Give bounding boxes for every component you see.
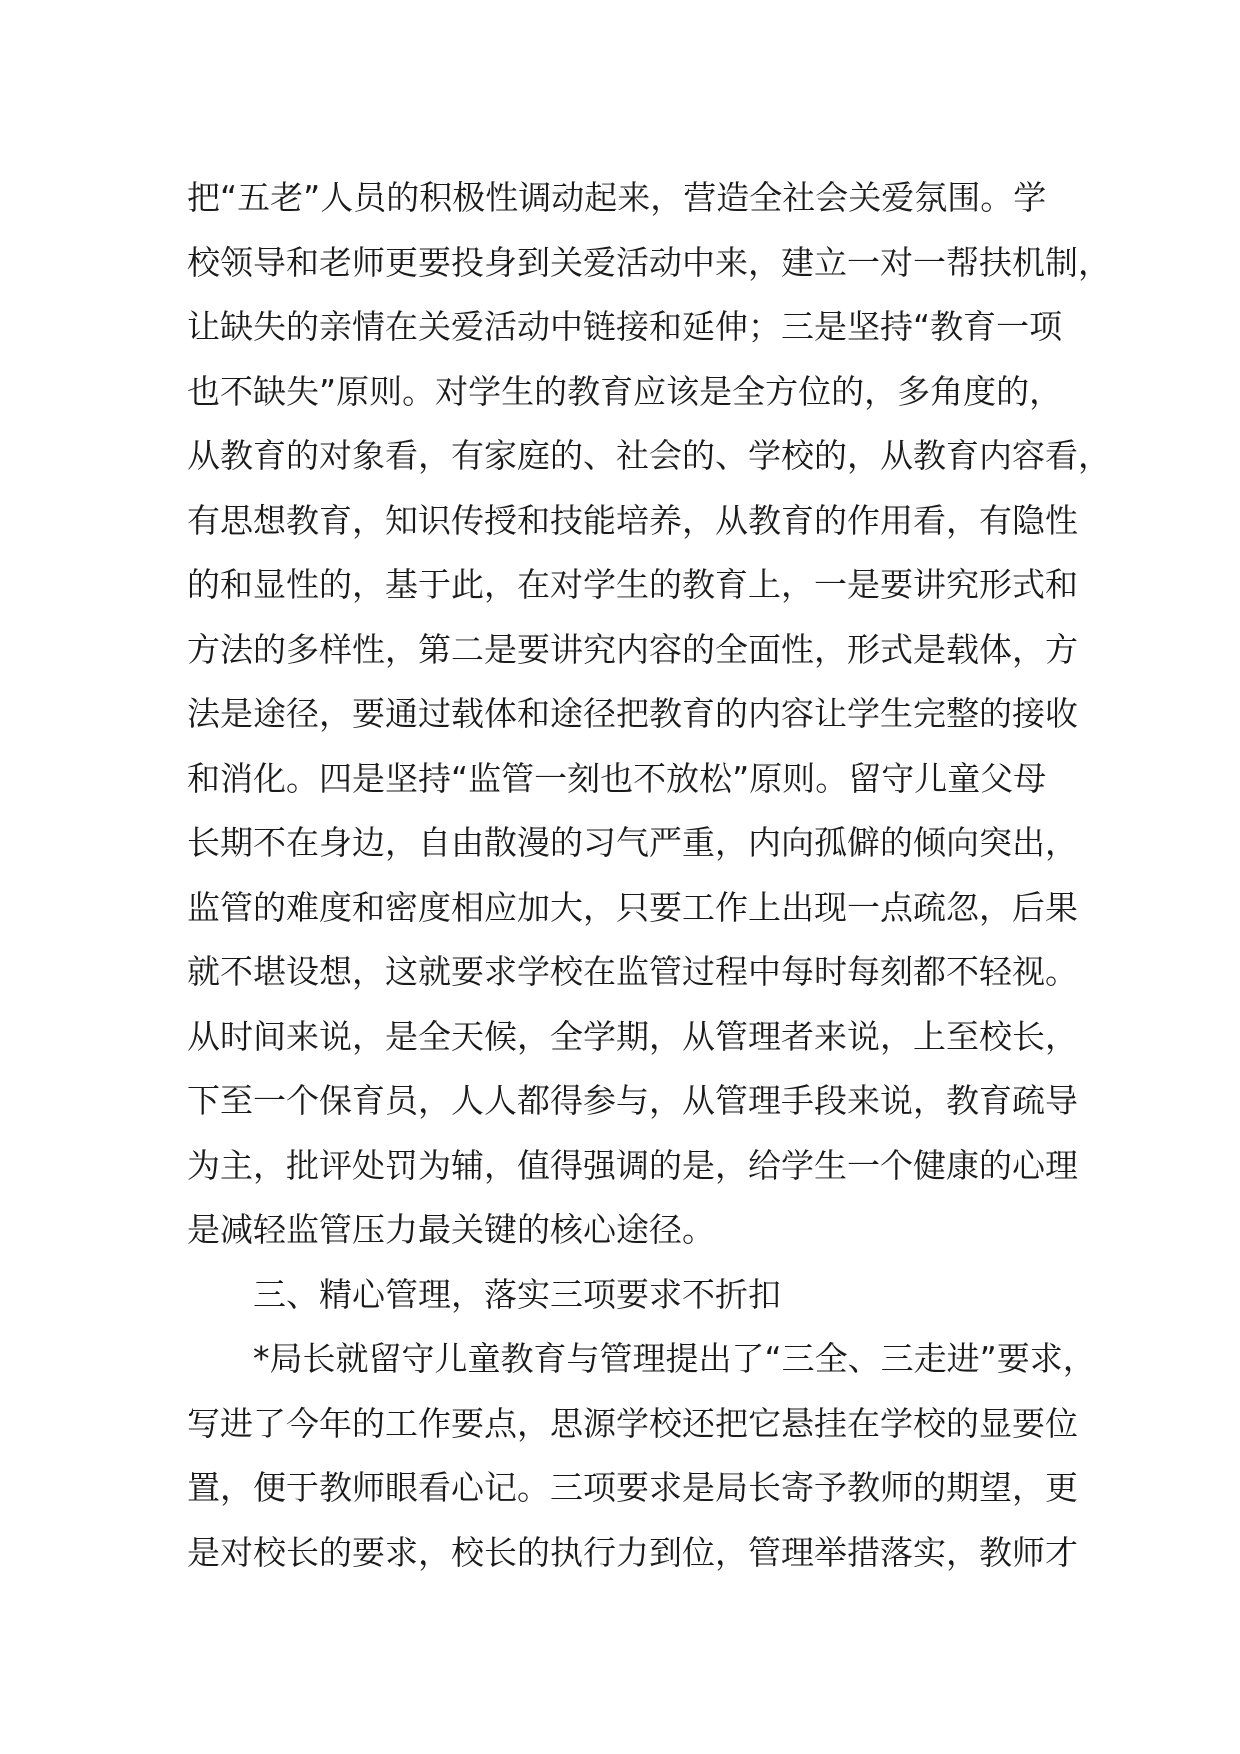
paragraph-line: 从时间来说，是全天候，全学期，从管理者来说，上至校长， xyxy=(187,1016,1078,1056)
document-body xyxy=(187,166,1111,1585)
paragraph-line: 从教育的对象看，有家庭的、社会的、学校的，从教育内容看， xyxy=(187,436,1111,475)
paragraph-line: 的和显性的，基于此，在对学生的教育上，一是要讲究形式和 xyxy=(187,565,1078,604)
paragraph-line: 法是途径，要通过载体和途径把教育的内容让学生完整的接收 xyxy=(187,694,1078,733)
paragraph-line: 是对校长的要求，校长的执行力到位，管理举措落实，教师才 xyxy=(187,1532,1078,1572)
paragraph-line: 把“五老”人员的积极性调动起来，营造全社会关爱氛围。学 xyxy=(187,178,1047,217)
paragraph-line: 为主，批评处罚为辅，值得强调的是，给学生一个健康的心理 xyxy=(187,1145,1078,1185)
paragraph-line: 校领导和老师更要投身到关爱活动中来，建立一对一帮扶机制， xyxy=(187,242,1111,282)
paragraph-line: 长期不在身边，自由散漫的习气严重，内向孤僻的倾向突出， xyxy=(187,823,1078,862)
paragraph-line: 方法的多样性，第二是要讲究内容的全面性，形式是载体，方 xyxy=(187,629,1078,669)
paragraph-line: 是减轻监管压力最关键的核心途径。 xyxy=(187,1210,715,1249)
paragraph-line: *局长就留守儿童教育与管理提出了“三全、三走进”要求， xyxy=(253,1339,1096,1378)
paragraph-line: 监管的难度和密度相应加大，只要工作上出现一点疏忽，后果 xyxy=(187,887,1078,927)
paragraph-line: 和消化。四是坚持“监管一刻也不放松”原则。留守儿童父母 xyxy=(187,758,1047,798)
paragraph-line: 写进了今年的工作要点，思源学校还把它悬挂在学校的显要位 xyxy=(187,1403,1078,1443)
paragraph-line: 让缺失的亲情在关爱活动中链接和延伸；三是坚持“教育一项 xyxy=(187,307,1063,346)
paragraph-line: 置，便于教师眼看心记。三项要求是局长寄予教师的期望，更 xyxy=(187,1468,1078,1507)
section-heading: 三、精心管理，落实三项要求不折扣 xyxy=(253,1274,781,1314)
paragraph-line: 有思想教育，知识传授和技能培养，从教育的作用看，有隐性 xyxy=(187,500,1078,540)
paragraph-line: 也不缺失”原则。对学生的教育应该是全方位的，多角度的， xyxy=(187,371,1063,411)
paragraph-line: 下至一个保育员，人人都得参与，从管理手段来说，教育疏导 xyxy=(187,1081,1078,1120)
paragraph-line: 就不堪设想，这就要求学校在监管过程中每时每刻都不轻视。 xyxy=(187,952,1078,991)
